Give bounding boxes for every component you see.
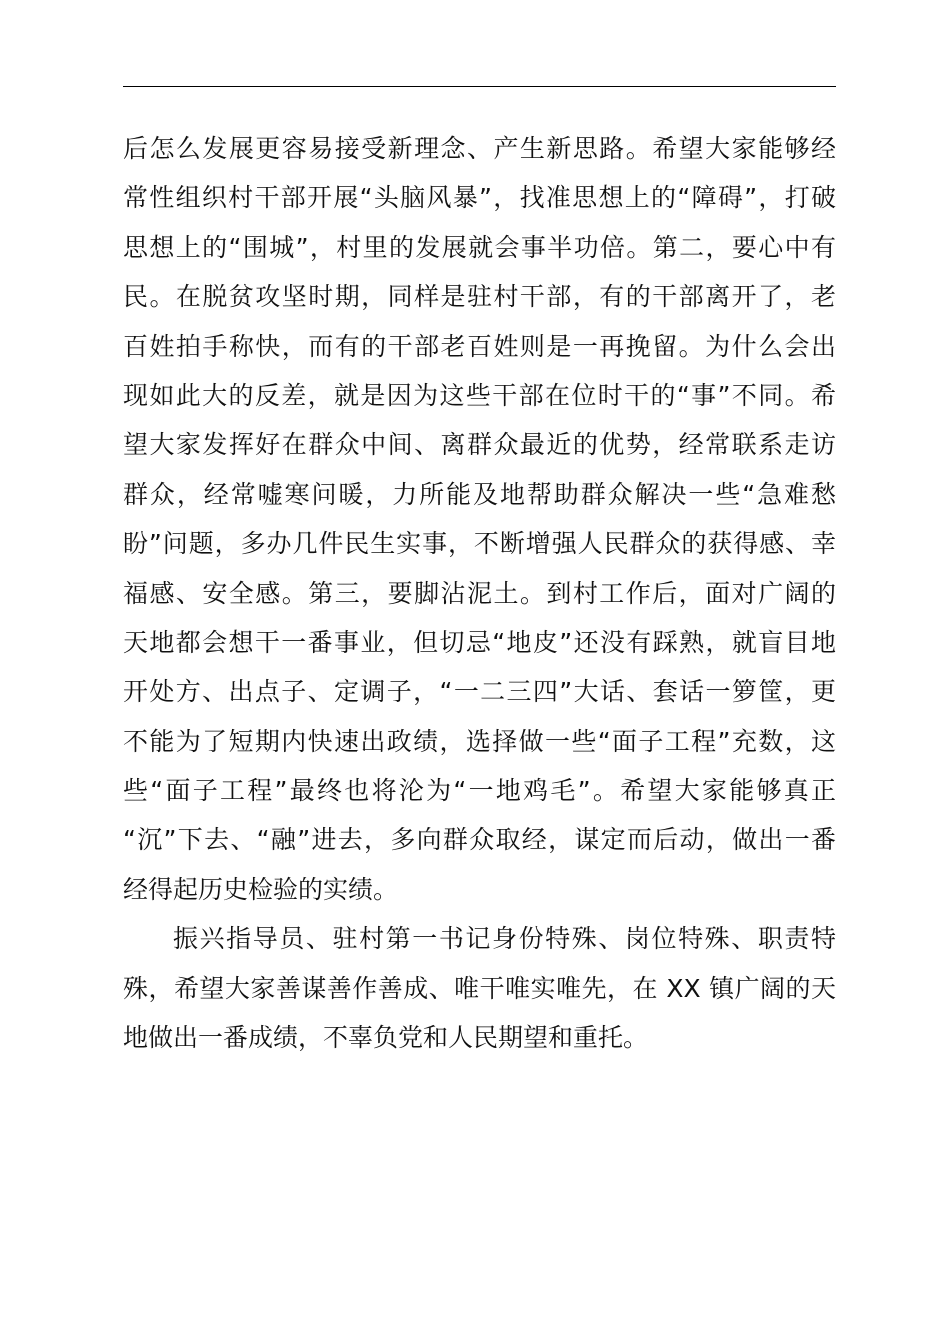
text-line: 经得起历史检验的实绩。 xyxy=(123,874,399,904)
text-line: 民。在脱贫攻坚时期，同样是驻村干部，有的干部离开了，老 xyxy=(123,282,836,312)
text-line: 群众，经常嘘寒问暖，力所能及地帮助群众解决一些“急难愁 xyxy=(123,479,836,509)
text-line: 殊，希望大家善谋善作善成、唯干唯实唯先，在 XX 镇广阔的天 xyxy=(123,973,836,1003)
text-line: 望大家发挥好在群众中间、离群众最近的优势，经常联系走访 xyxy=(123,430,836,460)
text-line: 现如此大的反差，就是因为这些干部在位时干的“事”不同。希 xyxy=(123,380,836,410)
paragraph-1 xyxy=(123,124,836,914)
text-line: 思想上的“围城”，村里的发展就会事半功倍。第二，要心中有 xyxy=(123,232,836,262)
header-rule xyxy=(123,86,836,87)
text-line: 常性组织村干部开展“头脑风暴”，找准思想上的“障碍”，打破 xyxy=(123,183,836,213)
text-line: 地做出一番成绩，不辜负党和人民期望和重托。 xyxy=(123,1023,649,1053)
text-line: 天地都会想干一番事业，但切忌“地皮”还没有踩熟，就盲目地 xyxy=(123,627,836,657)
text-line: 盼”问题，多办几件民生实事，不断增强人民群众的获得感、幸 xyxy=(123,529,836,559)
text-line: “沉”下去、“融”进去，多向群众取经，谋定而后动，做出一番 xyxy=(123,825,836,855)
paragraph-2 xyxy=(123,914,836,1062)
text-line: 些“面子工程”最终也将沦为“一地鸡毛”。希望大家能够真正 xyxy=(123,776,836,806)
text-line: 不能为了短期内快速出政绩，选择做一些“面子工程”充数，这 xyxy=(123,726,836,756)
text-line: 福感、安全感。第三，要脚沾泥土。到村工作后，面对广阔的 xyxy=(123,578,836,608)
text-line: 百姓拍手称快，而有的干部老百姓则是一再挽留。为什么会出 xyxy=(123,331,836,361)
body-text xyxy=(123,124,836,1062)
text-line: 振兴指导员、驻村第一书记身份特殊、岗位特殊、职责特 xyxy=(173,924,836,954)
text-line: 开处方、出点子、定调子，“一二三四”大话、套话一箩筐，更 xyxy=(123,677,836,707)
text-line: 后怎么发展更容易接受新理念、产生新思路。希望大家能够经 xyxy=(123,134,836,163)
